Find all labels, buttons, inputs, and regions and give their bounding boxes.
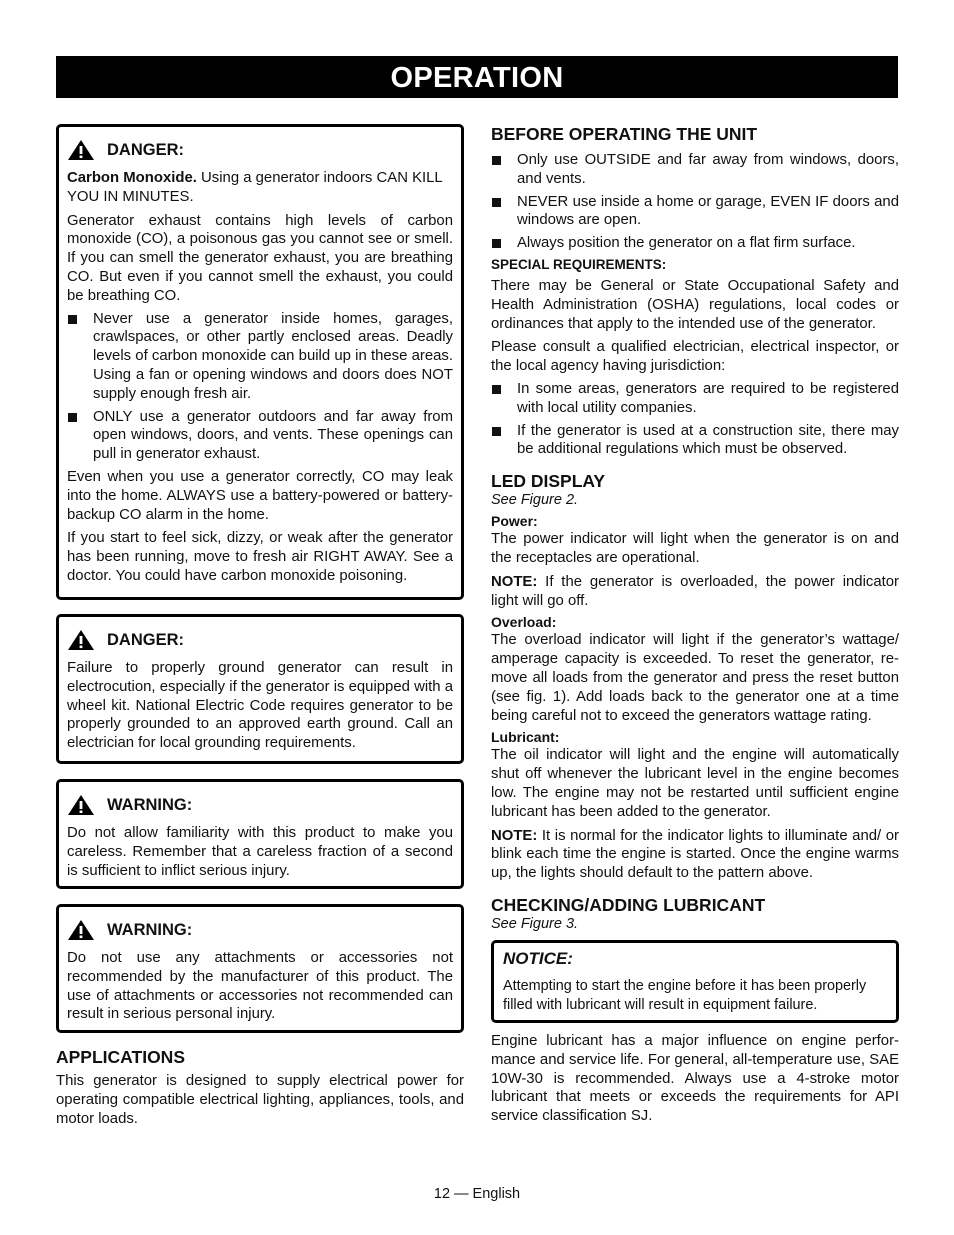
- warning-title: WARNING:: [107, 920, 193, 939]
- lubricant-subheading: Lubricant:: [491, 729, 560, 746]
- danger-lead-bold: Carbon Monoxide.: [67, 170, 197, 186]
- warning-box-attachments: [56, 904, 464, 1033]
- warning-triangle-icon: [67, 629, 95, 651]
- warning-text: Do not use any attachments or accessories not recommended by the manufacturer of this product. The use of attachments or accessories not recommended can result in serious personal injury.: [67, 950, 453, 1023]
- overload-subheading: Overload:: [491, 614, 557, 631]
- square-bullet-icon: [492, 427, 501, 436]
- notice-title: NOTICE:: [503, 948, 573, 968]
- before-operating-list: [491, 151, 899, 253]
- danger-paragraph: Even when you use a generator correctly, CO may leak into the home. ALWAYS use a battery-powered or battery-backup CO alarm in the home.: [67, 468, 453, 523]
- danger-header: [67, 629, 453, 651]
- square-bullet-icon: [492, 198, 501, 207]
- checking-lubricant-heading: CHECKING/ADDING LUBRICANT: [491, 894, 766, 915]
- note-paragraph: [491, 827, 899, 883]
- checking-lubricant-figure-ref: See Figure 3.: [491, 915, 579, 932]
- warning-box-familiarity: [56, 779, 464, 889]
- list-item: [491, 151, 899, 189]
- applications-text: This generator is designed to supply electrical power for operating compatible electrical lighting, appliances, tools, and motor loads.: [56, 1073, 464, 1127]
- before-operating-section: [491, 124, 899, 459]
- list-item: [491, 193, 899, 231]
- square-bullet-icon: [68, 315, 77, 324]
- special-requirements-paragraph: Please consult a qualified electrician, electrical inspector, or the local agency having jurisdiction:: [491, 339, 899, 375]
- warning-triangle-icon: [67, 794, 95, 816]
- note-label: NOTE:: [491, 573, 538, 590]
- list-item-text: Only use OUTSIDE and far away from windows, doors, and vents.: [517, 152, 899, 187]
- danger-lead-text: Using a generator indoors CAN KILL YOU IN MINUTES.: [67, 170, 443, 205]
- notice-text: Attempting to start the engine before it has been properly filled with lubricant will result in equipment failure.: [503, 977, 867, 1013]
- notice-box: [491, 940, 899, 1023]
- warning-header: [67, 794, 453, 816]
- warning-triangle-icon: [67, 919, 95, 941]
- list-item: [67, 310, 453, 404]
- right-column: [491, 124, 899, 1126]
- overload-text: The overload indicator will light if the generator’s wattage/ amperage capacity is exceeded. To reset the generator, re-move all loads from the generator and press the reset button (see fig. 1). Add loads back to the generator one at a time being careful not to exceed the generators wattage rating.: [491, 632, 899, 724]
- square-bullet-icon: [492, 385, 501, 394]
- warning-triangle-icon: [67, 139, 95, 161]
- note-label: NOTE:: [491, 827, 538, 844]
- left-column: [56, 124, 464, 1128]
- list-item-text: If the generator is used at a construction site, there may be additional regulations which must be observed.: [517, 422, 899, 458]
- warning-text: Do not allow familiarity with this product to make you careless. Remember that a careless fraction of a second is sufficient to inflict serious injury.: [67, 825, 453, 879]
- danger-lead: [67, 169, 453, 207]
- special-requirements-list: [491, 380, 899, 459]
- danger-paragraph: If you start to feel sick, dizzy, or weak after the generator has been running, move to fresh air RIGHT AWAY. See a doctor. You could have carbon monoxide poisoning.: [67, 530, 453, 584]
- checking-lubricant-text: Engine lubricant has a major influence on engine perfor-mance and service life. For general, all-temperature use, SAE 10W-30 is recommended. Always use a 4-stroke motor lubricant that meets or exceeds the requirements for API service classification SJ.: [491, 1032, 899, 1125]
- power-text: The power indicator will light when the generator is on and the receptacles are operational.: [491, 531, 899, 566]
- square-bullet-icon: [492, 156, 501, 165]
- led-display-section: [491, 471, 899, 883]
- note-text: If the generator is overloaded, the power indicator light will go off.: [491, 573, 899, 609]
- led-display-heading: LED DISPLAY: [491, 471, 606, 492]
- list-item-text: Always position the generator on a flat firm surface.: [517, 235, 856, 252]
- list-item: [491, 234, 899, 253]
- warning-title: WARNING:: [107, 795, 193, 814]
- list-item-text: NEVER use inside a home or garage, EVEN IF doors and windows are open.: [517, 193, 899, 229]
- danger-text: Failure to properly ground generator can result in electrocution, especially if the generator is equipped with a wheel kit. National Electric Code requires generator to be properly grounded to an approved earth ground. Call an electrician for local grounding requirements.: [67, 660, 453, 752]
- square-bullet-icon: [492, 239, 501, 248]
- special-requirements-heading: SPECIAL REQUIREMENTS:: [491, 256, 667, 272]
- list-item: [491, 380, 899, 418]
- danger-title: DANGER:: [107, 140, 184, 159]
- section-title-bar: [56, 56, 898, 98]
- danger-header: [67, 139, 453, 161]
- warning-header: [67, 919, 453, 941]
- danger-bullet-list: [67, 310, 453, 464]
- power-subheading: Power:: [491, 513, 538, 530]
- section-title: OPERATION: [390, 62, 564, 94]
- list-item-text: In some areas, generators are required to be registered with local utility companies.: [517, 380, 899, 416]
- led-display-figure-ref: See Figure 2.: [491, 492, 579, 509]
- note-text: It is normal for the indicator lights to illuminate and/ or blink each time the engine is started. Once the engine warms up, the lights should default to the pattern above.: [491, 827, 899, 882]
- checking-lubricant-section: [491, 895, 899, 1126]
- list-item-text: ONLY use a generator outdoors and far away from open windows, doors, and vents. These openings can pull in generator exhaust.: [93, 408, 453, 463]
- list-item: [491, 422, 899, 460]
- special-requirements-paragraph: There may be General or State Occupational Safety and Health Administration (OSHA) regulations, local codes or ordinances that apply to the intended use of the generator.: [491, 277, 899, 332]
- list-item-text: Never use a generator inside homes, garages, crawlspaces, or other partly enclosed areas. Deadly levels of carbon monoxide can build up in these areas. Using a fan or opening windows and doors does NOT supply enough fresh air.: [93, 310, 453, 402]
- note-paragraph: [491, 573, 899, 611]
- before-operating-heading: BEFORE OPERATING THE UNIT: [491, 124, 758, 144]
- square-bullet-icon: [68, 413, 77, 422]
- danger-box-carbon-monoxide: [56, 124, 464, 600]
- danger-title: DANGER:: [107, 630, 184, 649]
- danger-paragraph: Generator exhaust contains high levels of carbon monoxide (CO), a poisonous gas you cannot see or smell. If you can smell the generator exhaust, you are breathing CO. But even if you cannot smell the exhaust, you could be breathing CO.: [67, 212, 453, 304]
- page-footer: 12 — English: [433, 1186, 521, 1202]
- list-item: [67, 408, 453, 464]
- lubricant-text: The oil indicator will light and the engine will automatically shut off whenever the lubricant level in the engine becomes low. The engine may not be restarted until sufficient engine lubricant has been added to the generator.: [491, 747, 899, 820]
- danger-box-grounding: [56, 614, 464, 764]
- applications-section: [56, 1047, 464, 1128]
- applications-heading: APPLICATIONS: [56, 1047, 185, 1067]
